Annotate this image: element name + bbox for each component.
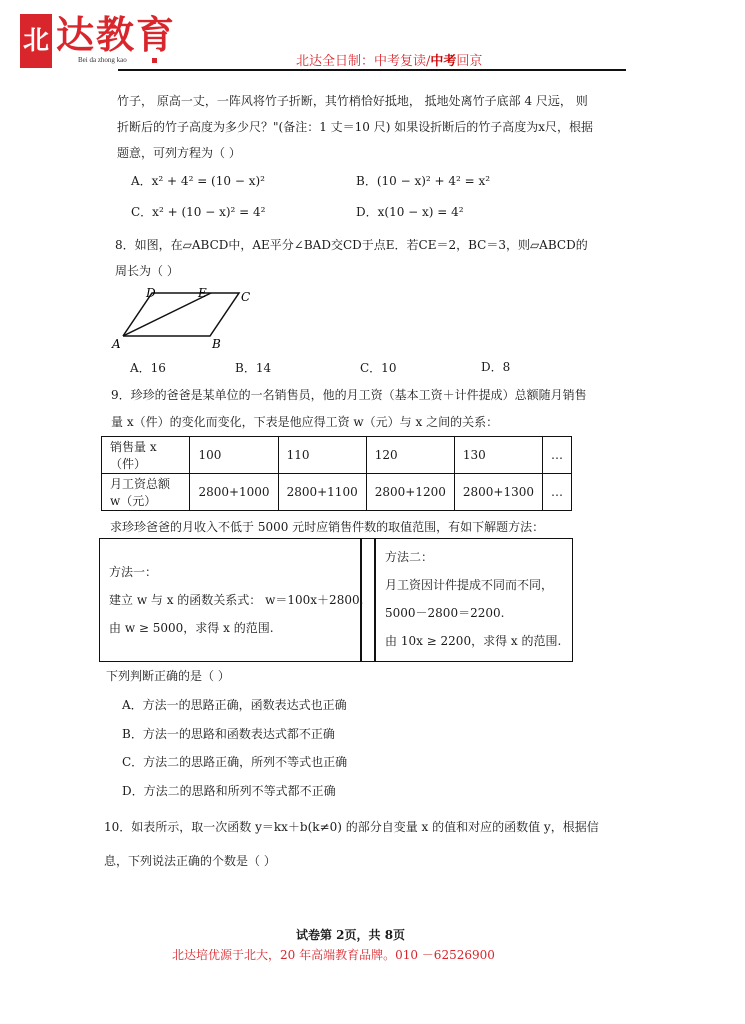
parallelogram-abcd	[123, 293, 239, 336]
q8-option-a: A．16	[130, 361, 166, 375]
q9-prompt: 求珍珍爸爸的月收入不低于 5000 元时应销售件数的取值范围，有如下解题方法：	[110, 520, 545, 534]
logo-dot	[152, 58, 157, 63]
q7-line-2: 折断后的竹子高度为多少尺？"(备注：1 丈＝10 尺) 如果设折断后的竹子高度为x尺，根据	[117, 120, 594, 134]
table-cell: 2800+1300	[454, 474, 542, 511]
slogan-pre: 北达全日制：中考复读/	[296, 54, 431, 69]
q8-line-2: 周长为（ ）	[115, 264, 179, 278]
page-number: 试卷第 2页，共 8页	[296, 928, 406, 942]
logo-subtitle: Bei da zhong kao	[78, 56, 127, 64]
header-slogan	[296, 55, 482, 68]
method1-line-1: 建立 w 与 x 的函数关系式： w＝100x＋2800.	[109, 593, 364, 607]
method1-title: 方法一：	[109, 565, 158, 579]
method2-line-1: 月工资因计件提成不同而不同，	[385, 578, 554, 592]
table-cell: …	[543, 437, 572, 474]
table-row	[102, 474, 572, 511]
q9-option-d: D．方法二的思路和所列不等式都不正确	[122, 784, 336, 798]
method1-line-2: 由 w ≥ 5000，求得 x 的范围.	[109, 621, 274, 635]
footer-ad: 北达培优源于北大，20 年高端教育品牌。010 －62526900	[172, 948, 495, 962]
logo-text: 达教育	[56, 12, 177, 57]
q9-option-b: B．方法一的思路和函数表达式都不正确	[122, 727, 335, 741]
table-cell: 2800+1000	[190, 474, 278, 511]
q7-line-1: 竹子， 原高一丈，一阵风将竹子折断，其竹梢恰好抵地， 抵地处离竹子底部 4 尺远， 则	[117, 94, 588, 108]
slogan-post: 回京	[456, 54, 483, 69]
q7-option-d: D．x(10 − x) = 4²	[356, 205, 464, 219]
q9-option-a: A．方法一的思路正确，函数表达式也正确	[122, 698, 347, 712]
q9-line-2: 量 x（件）的变化而变化，下表是他应得工资 w（元）与 x 之间的关系：	[111, 415, 499, 429]
table-cell: 100	[190, 437, 278, 474]
q8-option-c: C．10	[360, 361, 397, 375]
label-c: C	[241, 290, 251, 304]
table-cell: 110	[278, 437, 366, 474]
q9-line-1: 9．珍珍的爸爸是某单位的一名销售员，他的月工资（基本工资＋计件提成）总额随月销售	[111, 388, 587, 402]
method2-title: 方法二：	[385, 550, 434, 564]
label-e: E	[198, 286, 207, 300]
q7-line-3: 题意，可列方程为（ ）	[117, 146, 241, 160]
table-cell: 2800+1200	[366, 474, 454, 511]
methods-divider	[374, 538, 376, 662]
table-cell: 月工资总额 w（元）	[102, 474, 190, 511]
method2-line-3: 由 10x ≥ 2200，求得 x 的范围.	[385, 634, 562, 648]
table-cell: 120	[366, 437, 454, 474]
method2-line-2: 5000－2800＝2200.	[385, 606, 505, 620]
table-cell: 2800+1100	[278, 474, 366, 511]
label-a: A	[112, 337, 121, 351]
q8-option-b: B．14	[235, 361, 272, 375]
q9-question: 下列判断正确的是（ ）	[106, 669, 230, 683]
q9-table	[101, 436, 572, 511]
q10-line-1: 10．如表所示，取一次函数 y＝kx＋b(k≠0) 的部分自变量 x 的值和对应的函数值 y，根据信	[104, 820, 599, 834]
parallelogram-figure	[110, 284, 260, 354]
q10-line-2: 息，下列说法正确的个数是（ ）	[104, 854, 276, 868]
label-d: D	[146, 286, 156, 300]
q8-option-d: D．8	[481, 360, 511, 374]
q8-line-1: 8．如图，在▱ABCD中，AE平分∠BAD交CD于点E．若CE＝2，BC＝3，则▱ABCD的	[115, 238, 588, 252]
slogan-bold: 中考	[430, 54, 457, 69]
table-cell: …	[543, 474, 572, 511]
logo-mark: 北	[20, 14, 52, 68]
table-cell: 130	[454, 437, 542, 474]
q7-option-c: C．x² + (10 − x)² = 4²	[131, 205, 266, 219]
q7-option-a: A．x² + 4² = (10 − x)²	[131, 174, 265, 188]
q9-option-c: C．方法二的思路正确，所列不等式也正确	[122, 755, 348, 769]
q7-option-b: B．(10 − x)² + 4² = x²	[356, 174, 491, 188]
header-divider	[118, 69, 626, 71]
label-b: B	[212, 337, 221, 351]
table-row	[102, 437, 572, 474]
table-cell: 销售量 x（件）	[102, 437, 190, 474]
